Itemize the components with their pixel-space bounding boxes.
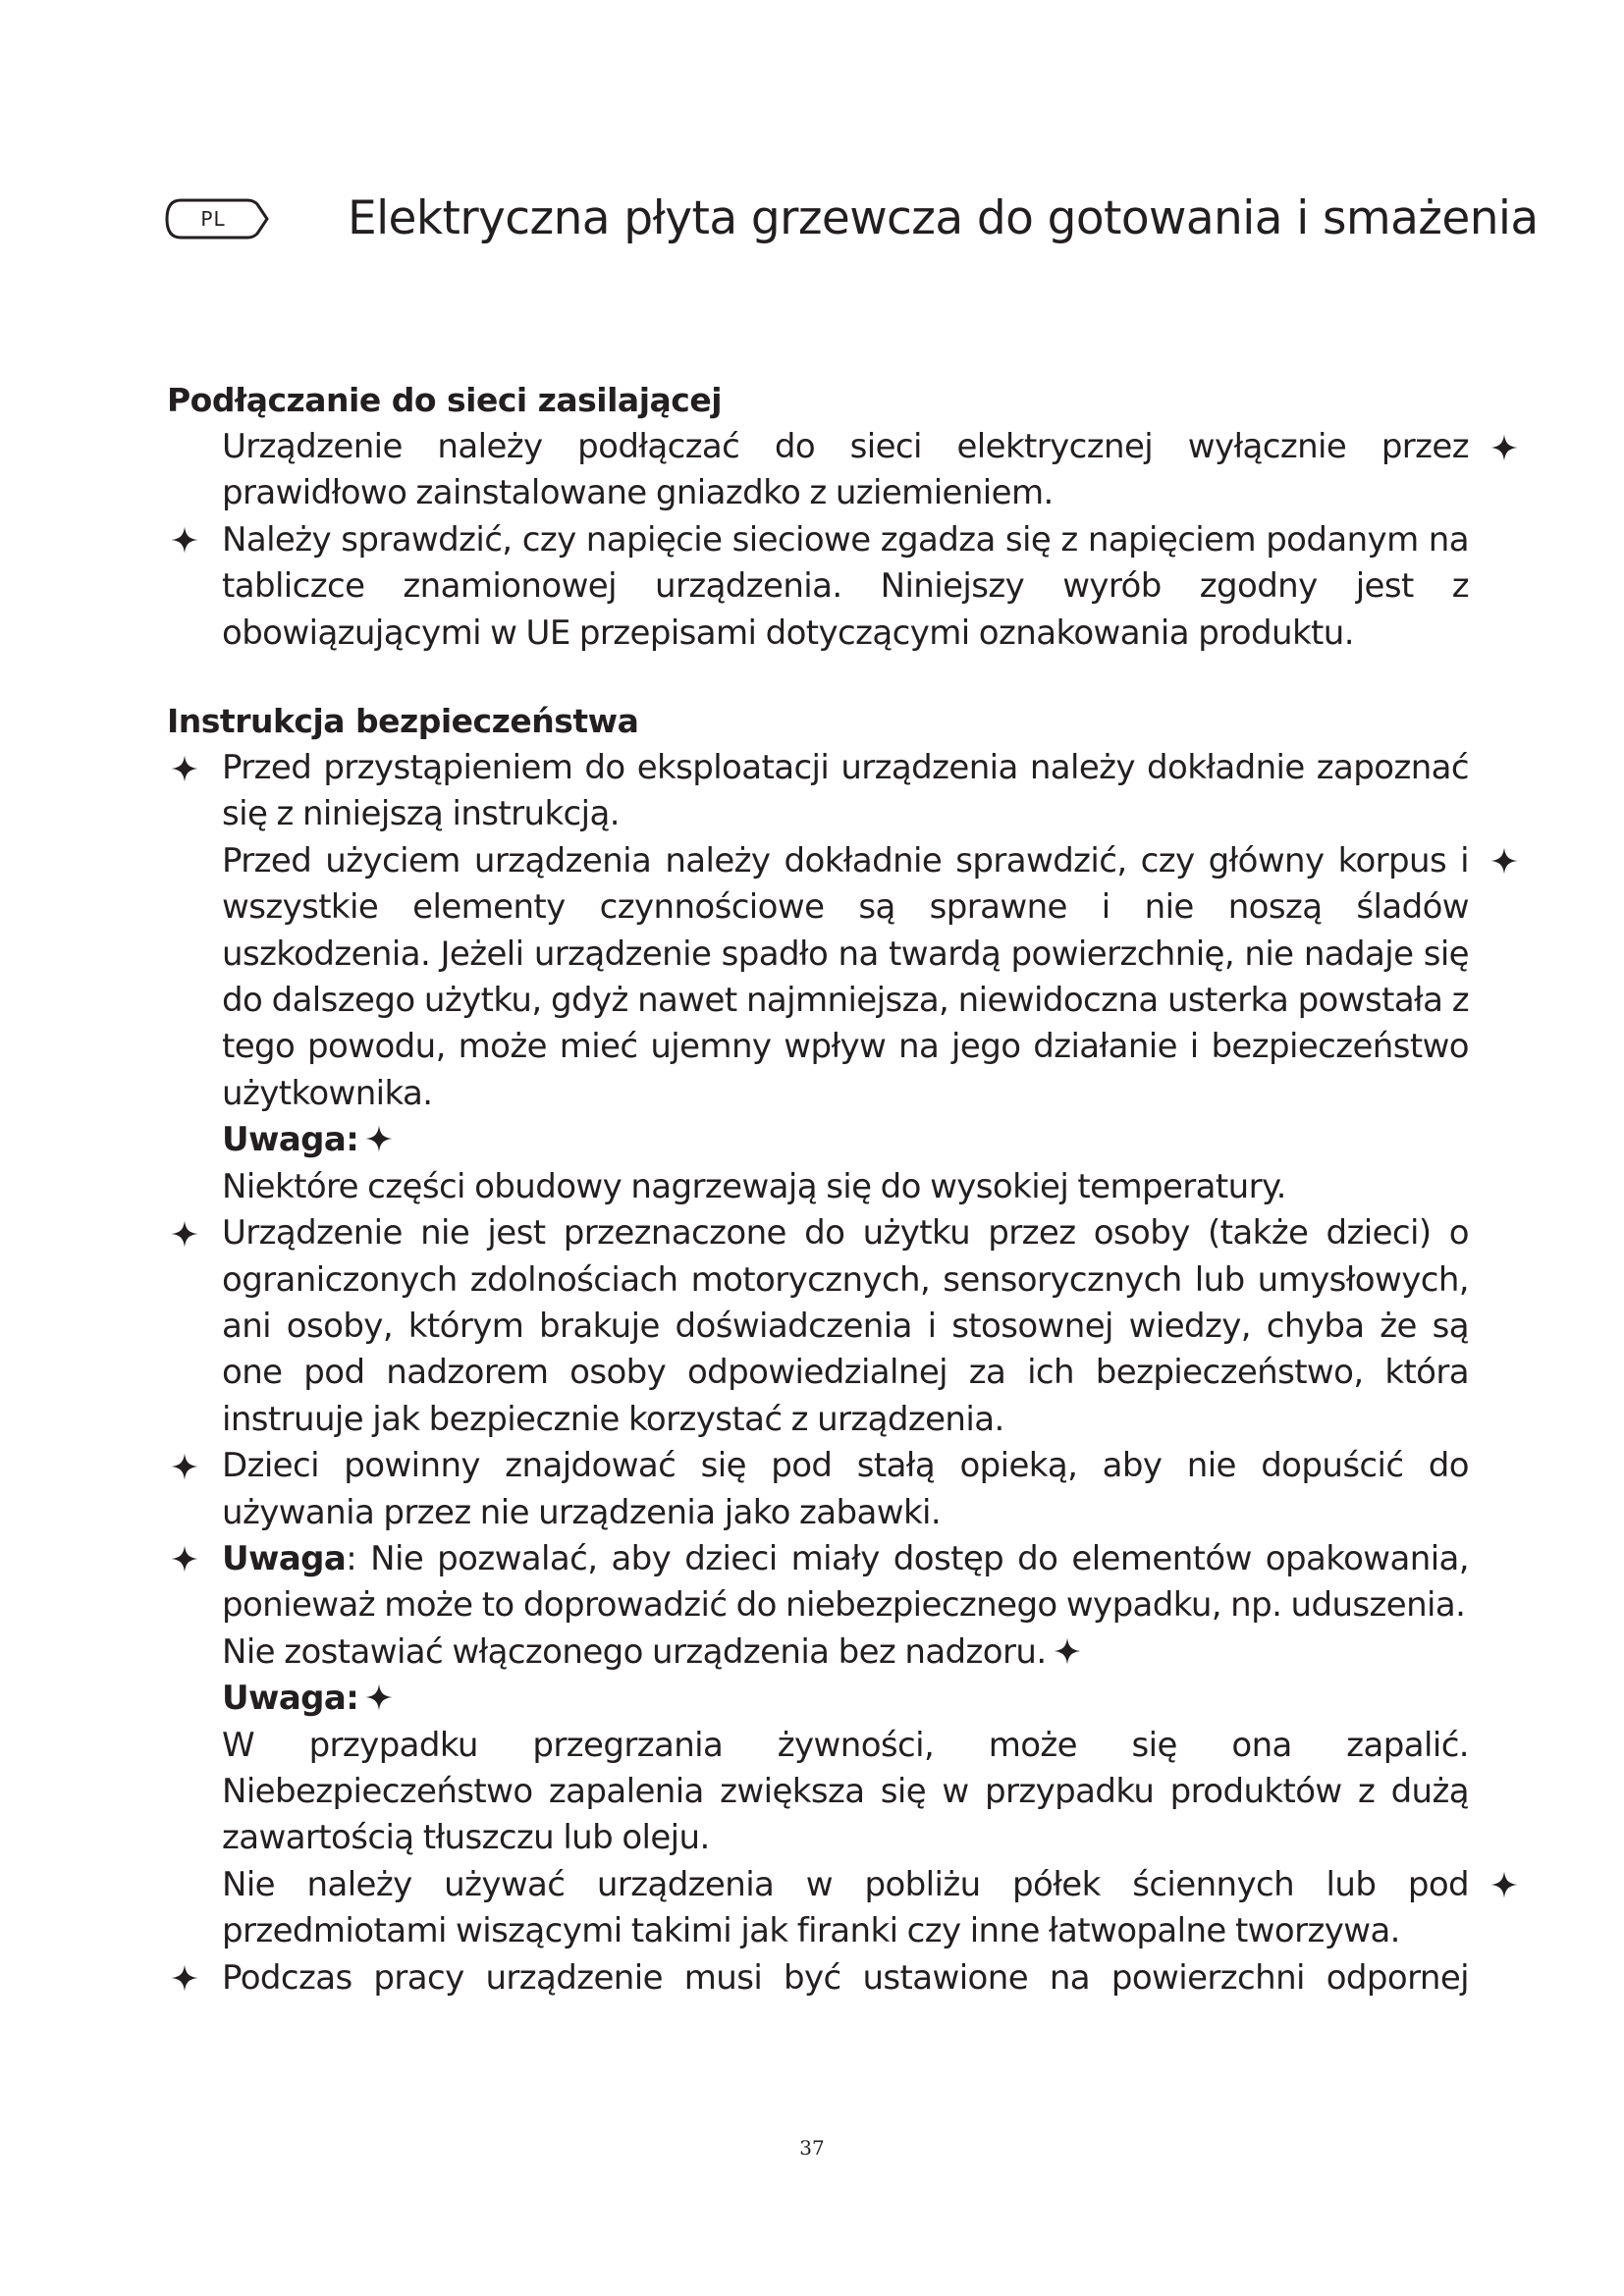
paragraph-safety-9 <box>222 1862 1469 1955</box>
warning-label-1 <box>222 1117 1469 1163</box>
paragraph-text: Przed użyciem urządzenia należy dokładnie sprawdzić, czy główny korpus i wszystkie elementy czynnościowe są sprawne i nie noszą śladów uszkodzenia. Jeżeli urządzenie spadło na twardą powierzchnię, nie nadaje się do dalszego użytku, gdyż nawet najmniejsza, niewidoczna usterka powstała z tego powodu, może mieć ujemny wpływ na jego działanie i bezpieczeństwo użytkownika. <box>222 840 1469 1113</box>
paragraph-text: Nie zostawiać włączonego urządzenia bez nadzoru. <box>222 1631 1047 1672</box>
language-code: PL <box>200 207 226 231</box>
paragraph-safety-8 <box>222 1723 1469 1862</box>
star-bullet-icon <box>165 1443 204 1489</box>
paragraph-text: Niektóre części obudowy nagrzewają się do wysokiej temperatury. <box>222 1166 1286 1206</box>
star-bullet-icon <box>1485 838 1524 884</box>
warning-label-text: Uwaga: <box>222 1679 359 1719</box>
star-bullet-icon <box>165 745 204 791</box>
star-bullet-icon <box>165 1536 204 1582</box>
paragraph-safety-10 <box>222 1955 1469 2002</box>
star-bullet-icon <box>364 1124 394 1153</box>
paragraph-safety-6 <box>222 1536 1469 1629</box>
paragraph-text: Urządzenie nie jest przeznaczone do użytku przez osoby (także dzieci) o ograniczonych zdolnościach motorycznych, sensorycznych lub umysłowych, ani osoby, którym brakuje doświadczenia i stosownej wiedzy, chyba że są one pod nadzorem osoby odpowiedzialnej za ich bezpieczeństwo, która instruuje jak bezpiecznie korzystać z urządzenia. <box>222 1213 1469 1439</box>
star-bullet-icon <box>165 1210 204 1256</box>
paragraph-text: : Nie pozwalać, aby dzieci miały dostęp do elementów opakowania, ponieważ może to doprowadzić do niebezpiecznego wypadku, np. uduszenia. <box>222 1538 1469 1626</box>
page-number: 37 <box>799 2136 825 2160</box>
star-bullet-icon <box>165 1955 204 2002</box>
paragraph-text: Dzieci powinny znajdować się pod stałą opieką, aby nie dopuścić do używania przez nie urządzenia jako zabawki. <box>222 1446 1469 1532</box>
warning-label-text: Uwaga <box>222 1538 347 1578</box>
paragraph-safety-1 <box>222 745 1469 838</box>
paragraph-text: Urządzenie należy podłączać do sieci elektrycznej wyłącznie przez prawidłowo zainstalowane gniazdko z uziemieniem. <box>222 427 1469 513</box>
paragraph-safety-4 <box>222 1210 1469 1443</box>
paragraph-text: Przed przystąpieniem do eksploatacji urządzenia należy dokładnie zapoznać się z niniejszą instrukcją. <box>222 748 1469 834</box>
paragraph-power-2 <box>222 517 1469 657</box>
paragraph-text: Podczas pracy urządzenie musi być ustawione na powierzchni odpornej <box>222 1957 1469 1998</box>
star-bullet-icon <box>1485 424 1524 470</box>
star-bullet-icon <box>1053 1636 1082 1666</box>
paragraph-text: Nie należy używać urządzenia w pobliżu półek ściennych lub pod przedmiotami wiszącymi takimi jak firanki czy inne łatwopalne tworzywa. <box>222 1864 1469 1951</box>
paragraph-safety-3 <box>222 1164 1469 1210</box>
paragraph-safety-5 <box>222 1443 1469 1536</box>
warning-label-text: Uwaga: <box>222 1120 359 1160</box>
document-body <box>167 377 1473 2002</box>
paragraph-text: Należy sprawdzić, czy napięcie sieciowe zgadza się z napięciem podanym na tabliczce znamionowej urządzenia. Niniejszy wyrób zgodny jest z obowiązującymi w UE przepisami dotyczącymi oznakowania produktu. <box>222 519 1469 653</box>
page-header <box>163 185 1539 259</box>
star-bullet-icon <box>1485 1862 1524 1908</box>
paragraph-text: W przypadku przegrzania żywności, może się ona zapalić. Niebezpieczeństwo zapalenia zwiększa się w przypadku produktów z dużą zawartością tłuszczu lub oleju. <box>222 1725 1469 1858</box>
document-title: Elektryczna płyta grzewcza do gotowania i smażenia <box>348 191 1539 245</box>
star-bullet-icon <box>364 1682 394 1712</box>
paragraph-safety-7 <box>222 1629 1469 1676</box>
warning-label-2 <box>222 1676 1469 1722</box>
section-heading-safety: Instrukcja bezpieczeństwa <box>167 702 639 741</box>
star-bullet-icon <box>165 517 204 563</box>
paragraph-safety-2 <box>222 838 1469 1117</box>
section-heading-power: Podłączanie do sieci zasilającej <box>167 381 723 419</box>
paragraph-power-1 <box>222 424 1469 517</box>
language-badge <box>163 196 271 241</box>
